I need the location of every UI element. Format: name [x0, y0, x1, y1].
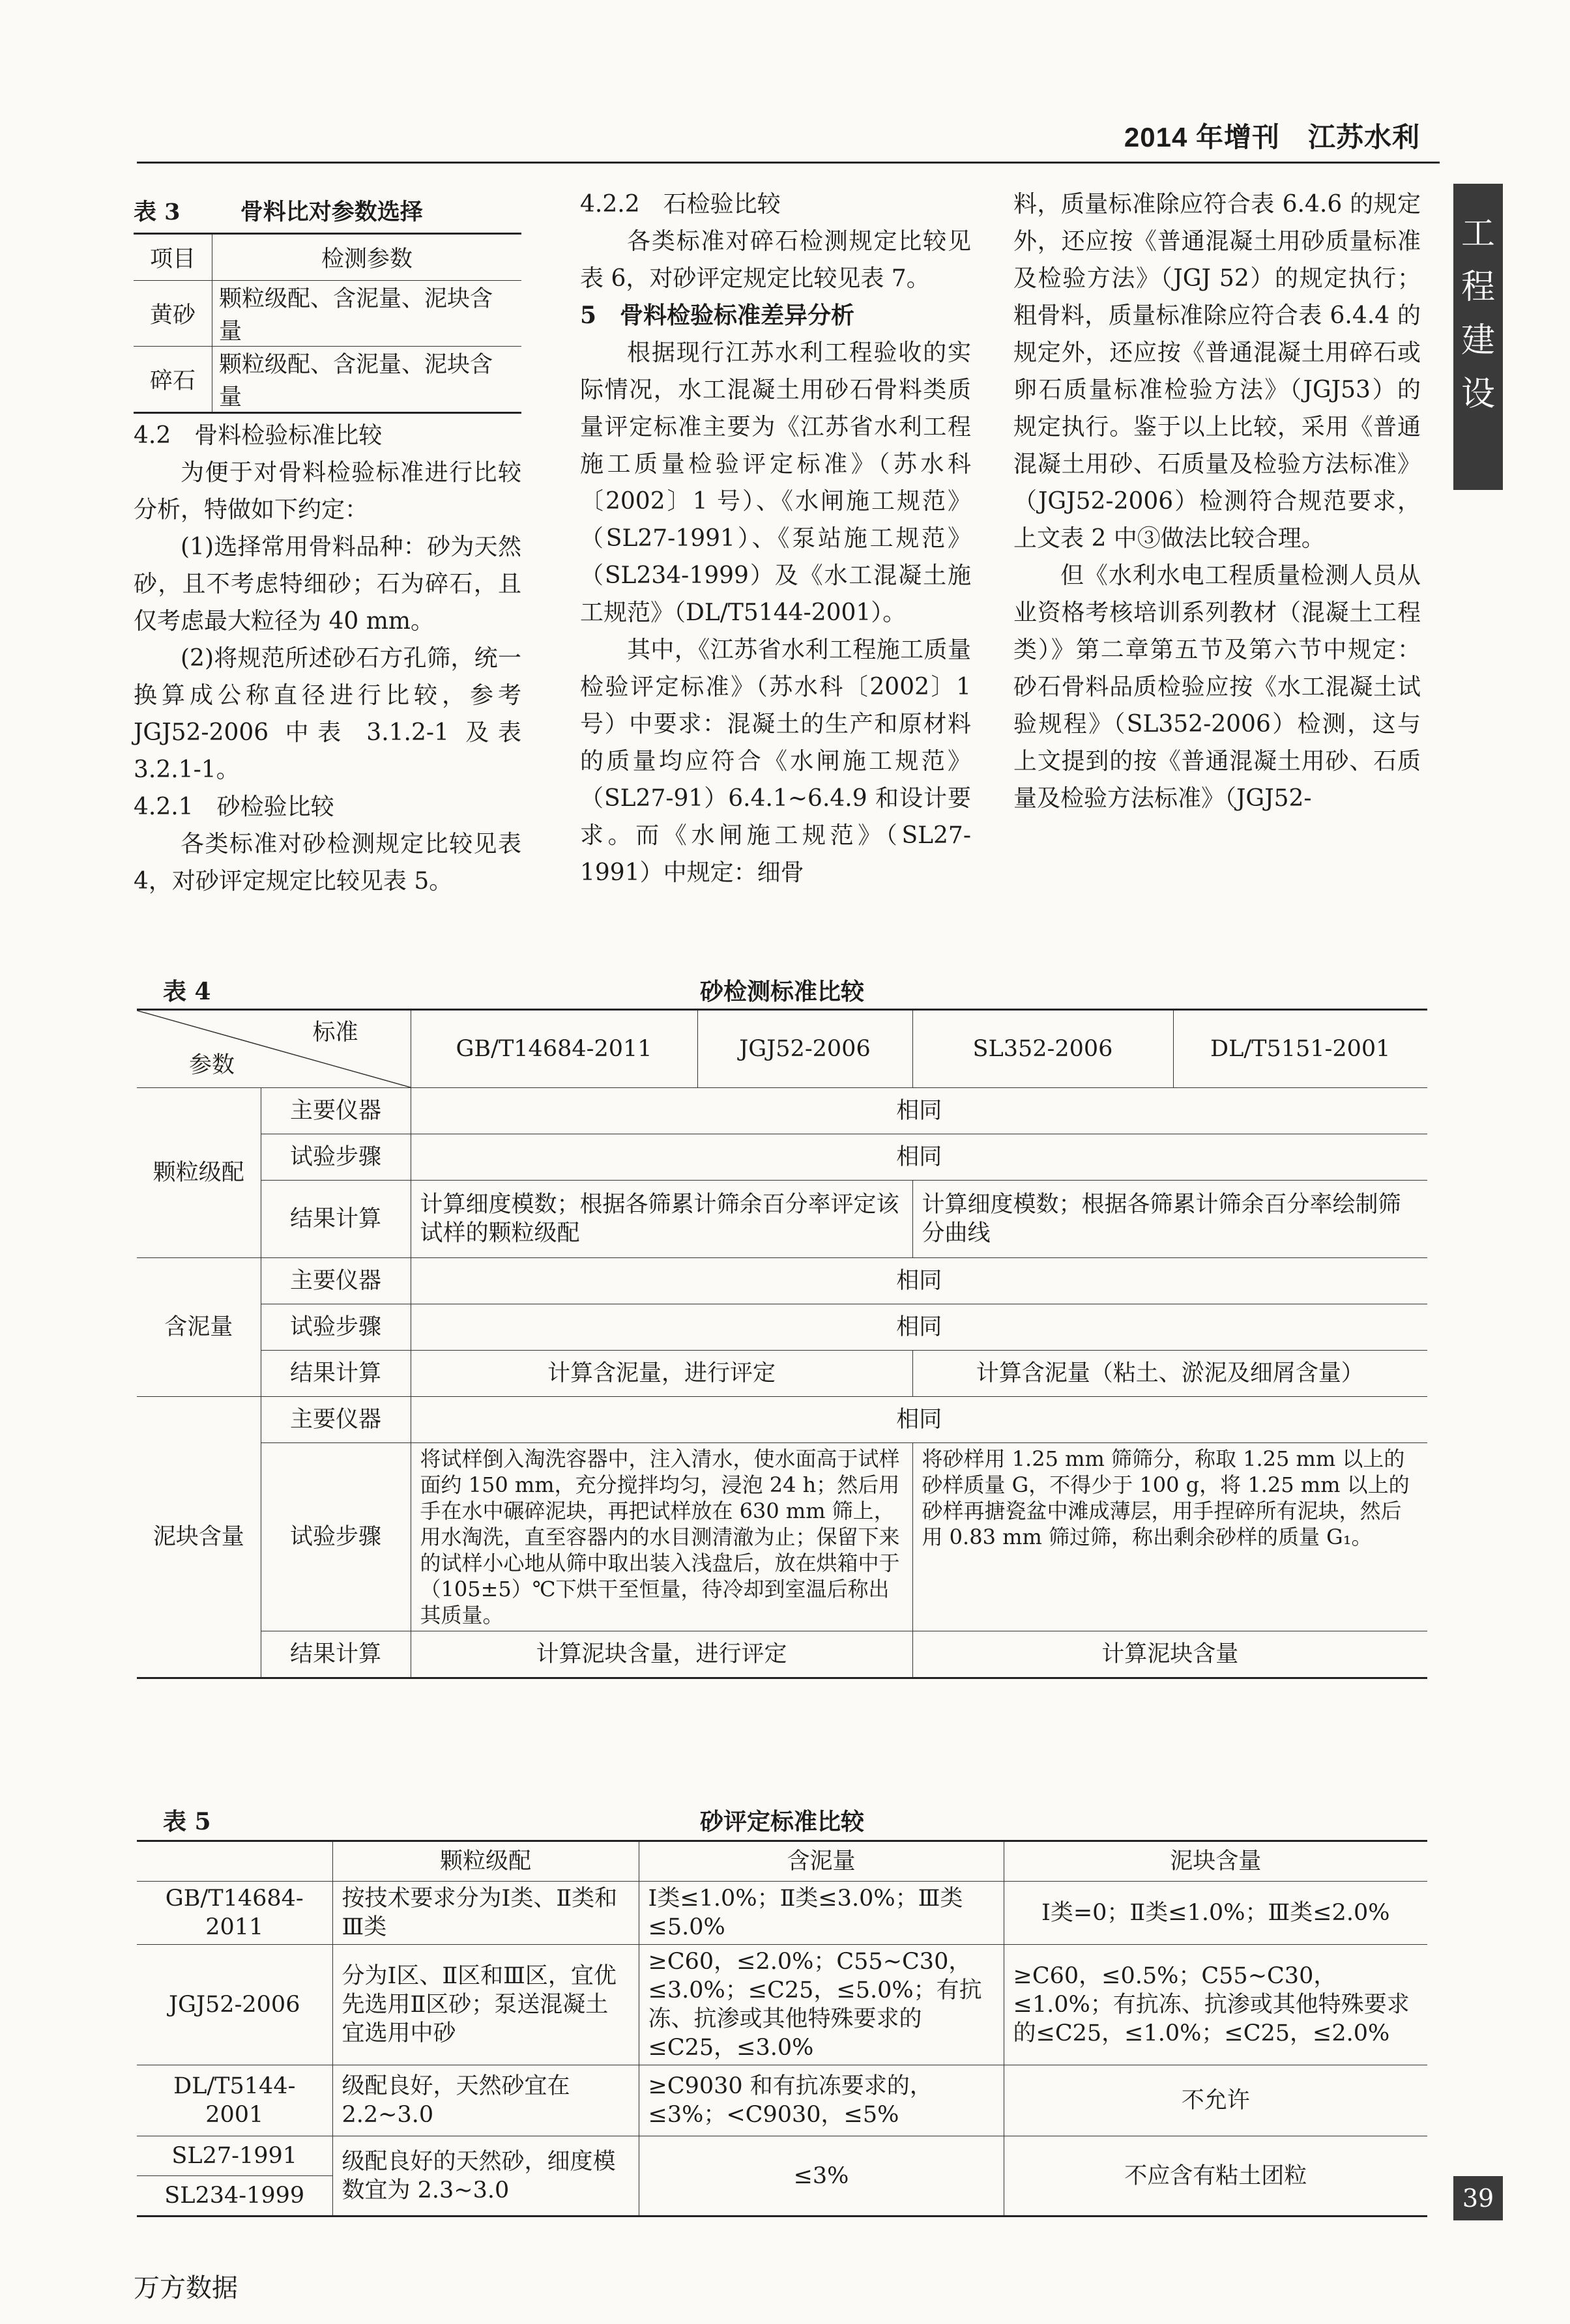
text-column-2: [580, 186, 971, 891]
table-cell: 相同: [411, 1397, 1427, 1443]
header-rule: [137, 162, 1440, 164]
section-heading: 4.2.2 石检验比较: [580, 191, 781, 218]
table-cell: GB/T14684-2011: [137, 1882, 332, 1945]
table-row: [134, 347, 521, 413]
table-header-cell: GB/T14684-2011: [411, 1010, 697, 1088]
table-row: [134, 281, 521, 347]
table-cell: 结果计算: [261, 1631, 411, 1678]
table-header-cell: DL/T5151-2001: [1173, 1010, 1427, 1088]
table-cell: 相同: [411, 1258, 1427, 1304]
table-row: [137, 1397, 1427, 1443]
paragraph: 各类标准对砂检测规定比较见表 4，对砂评定规定比较见表 5。: [134, 831, 521, 895]
table-cell: 颗粒级配、含泥量、泥块含量: [212, 347, 522, 413]
group-label: 泥块含量: [137, 1397, 261, 1678]
table-header-cell: 项目: [134, 234, 212, 281]
table-header-row: [137, 1010, 1427, 1088]
table-cell: 计算含泥量，进行评定: [411, 1351, 912, 1397]
table-4-label: 表 4: [163, 978, 211, 1005]
table-row: [137, 2065, 1427, 2136]
group-label: 含泥量: [137, 1258, 261, 1397]
table-row: [137, 1181, 1427, 1258]
table-header-cell: 含泥量: [639, 1841, 1004, 1882]
table-cell: 分为Ⅰ区、Ⅱ区和Ⅲ区，宜优先选用Ⅱ区砂；泵送混凝土宜选用中砂: [332, 1945, 639, 2065]
diagonal-line: [137, 1011, 411, 1087]
table-4-title: 砂检测标准比较: [699, 978, 864, 1005]
table-cell: ≥C60，≤2.0%；C55~C30，≤3.0%；≤C25，≤5.0%；有抗冻、抗渗或其他特殊要求的≤C25，≤3.0%: [639, 1945, 1004, 2065]
paragraph: 其中，《江苏省水利工程施工质量检验评定标准》（苏水科〔2002〕1号）中要求：混凝土的生产和原材料的质量均应符合《水闸施工规范》（SL27-91）6.4.1~6.4.9 和设计要求。而《水闸施工规范》（SL27-1991）中规定：细骨: [580, 637, 971, 886]
table-header-cell: JGJ52-2006: [697, 1010, 912, 1088]
table-row: [137, 1351, 1427, 1397]
table-cell: 计算泥块含量: [912, 1631, 1427, 1678]
section-tab-char: 设: [1461, 375, 1495, 414]
table-cell: SL27-1991: [137, 2136, 332, 2176]
table-5-label: 表 5: [163, 1808, 211, 1835]
footer-source: 万方数据: [134, 2273, 238, 2303]
table-header-cell: 颗粒级配: [332, 1841, 639, 1882]
section-tab-char: 建: [1461, 321, 1495, 360]
table-header-cell: 检测参数: [212, 234, 522, 281]
paragraph: 但《水利水电工程质量检测人员从业资格考核培训系列教材（混凝土工程类）》第二章第五节及第六节中规定：砂石骨料品质检验应按《水工混凝土试验规程》（SL352-2006）检测，这与上文提到的按《普通混凝土用砂、石质量及检验方法标准》（JGJ52-: [1013, 562, 1421, 812]
table-cell: 将砂样用 1.25 mm 筛筛分，称取 1.25 mm 以上的砂样质量 G，不得少于 100 g，将 1.25 mm 以上的砂样再搪瓷盆中滩成薄层，用手捏碎所有泥块，然后用 0.83 mm 筛过筛，称出剩余砂样的质量 G₁。: [912, 1443, 1427, 1631]
paragraph: (2)将规范所述砂石方孔筛，统一换算成公称直径进行比较，参考 JGJ52-2006 中表 3.1.2-1 及表 3.2.1-1。: [134, 645, 521, 783]
table-header-row: [137, 1841, 1427, 1882]
table-cell: 不允许: [1004, 2065, 1427, 2136]
paragraph: 为便于对骨料检验标准进行比较分析，特做如下约定：: [134, 459, 521, 523]
text-column-3: [1013, 186, 1421, 817]
table-4-caption: [137, 969, 1427, 1009]
table-3-label: 表 3: [134, 199, 181, 225]
table-cell: 将试样倒入淘洗容器中，注入清水，使水面高于试样面约 150 mm，充分搅拌均匀，浸泡 24 h；然后用手在水中碾碎泥块，再把试样放在 630 mm 筛上，用水淘洗，直至容器内的水目测清澈为止；保留下来的试样小心地从筛中取出装入浅盘后，放在烘箱中于（105±5）℃下烘干至恒量，待冷却到室温后称出其质量。: [411, 1443, 912, 1631]
table-header-cell: 泥块含量: [1004, 1841, 1427, 1882]
table-cell: Ⅰ类=0；Ⅱ类≤1.0%；Ⅲ类≤2.0%: [1004, 1882, 1427, 1945]
table-cell: 试验步骤: [261, 1443, 411, 1631]
table-3: [134, 192, 521, 414]
table-cell: 主要仪器: [261, 1397, 411, 1443]
corner-label-standard: 标准: [312, 1020, 358, 1046]
text-column-1: [134, 417, 521, 900]
table-3-title: 骨料比对参数选择: [240, 199, 423, 225]
table-header-cell: SL352-2006: [912, 1010, 1173, 1088]
table-cell: 试验步骤: [261, 1134, 411, 1181]
journal-header: 2014 年增刊 江苏水利: [1124, 122, 1420, 152]
table-cell: 不应含有粘土团粒: [1004, 2136, 1427, 2216]
table-header-cell: [137, 1841, 332, 1882]
table-row: [137, 1258, 1427, 1304]
section-tab-char: 工: [1461, 214, 1495, 253]
table-row: [137, 1631, 1427, 1678]
table-cell: 主要仪器: [261, 1088, 411, 1134]
table-cell: JGJ52-2006: [137, 1945, 332, 2065]
table-cell: ≥C60，≤0.5%；C55~C30，≤1.0%；有抗冻、抗渗或其他特殊要求的≤C25，≤1.0%；≤C25，≤2.0%: [1004, 1945, 1427, 2065]
table-cell: 试验步骤: [261, 1304, 411, 1351]
paragraph: 各类标准对碎石检测规定比较见表 6，对砂评定规定比较见表 7。: [580, 228, 971, 292]
table-cell: 主要仪器: [261, 1258, 411, 1304]
table-row: [137, 1134, 1427, 1181]
table-5-title: 砂评定标准比较: [699, 1808, 864, 1835]
table-cell: 黄砂: [134, 281, 212, 347]
table-cell: 相同: [411, 1088, 1427, 1134]
table-cell: 结果计算: [261, 1351, 411, 1397]
group-label: 颗粒级配: [137, 1088, 261, 1258]
table-row: [137, 1443, 1427, 1631]
table-cell: 结果计算: [261, 1181, 411, 1258]
table-4: [137, 969, 1427, 1679]
table-cell: 相同: [411, 1304, 1427, 1351]
table-cell: DL/T5144-2001: [137, 2065, 332, 2136]
table-cell: Ⅰ类≤1.0%；Ⅱ类≤3.0%；Ⅲ类≤5.0%: [639, 1882, 1004, 1945]
corner-label-param: 参数: [189, 1052, 235, 1078]
table-cell: 碎石: [134, 347, 212, 413]
section-heading: 5 骨料检验标准差异分析: [580, 302, 855, 329]
table-cell: SL234-1999: [137, 2176, 332, 2216]
table-cell: 计算细度模数；根据各筛累计筛余百分率绘制筛分曲线: [912, 1181, 1427, 1258]
table-cell: 计算泥块含量，进行评定: [411, 1631, 912, 1678]
table-cell: ≤3%: [639, 2136, 1004, 2216]
diagonal-header-cell: [137, 1010, 411, 1088]
table-row: [137, 1882, 1427, 1945]
table-cell: 级配良好的天然砂，细度模数宜为 2.3~3.0: [332, 2136, 639, 2216]
table-row: [137, 1945, 1427, 2065]
paragraph: 料，质量标准除应符合表 6.4.6 的规定外，还应按《普通混凝土用砂质量标准及检验方法》（JGJ 52）的规定执行；粗骨料，质量标准除应符合表 6.4.4 的规定外，还应按《普通混凝土用碎石或卵石质量标准检验方法》（JGJ53）的规定执行。鉴于以上比较，采用《普通混凝土用砂、石质量及检验方法标准》（JGJ52-2006）检测符合规范要求，上文表 2 中③做法比较合理。: [1013, 191, 1421, 552]
table-row: [137, 1304, 1427, 1351]
table-header-row: [134, 234, 521, 281]
table-5: [137, 1803, 1427, 2217]
table-5-caption: [137, 1803, 1427, 1840]
section-heading: 4.2 骨料检验标准比较: [134, 422, 383, 449]
section-tab-char: 程: [1461, 268, 1495, 307]
table-cell: ≥C9030 和有抗冻要求的，≤3%；<C9030，≤5%: [639, 2065, 1004, 2136]
table-cell: 相同: [411, 1134, 1427, 1181]
table-cell: 计算细度模数；根据各筛累计筛余百分率评定该试样的颗粒级配: [411, 1181, 912, 1258]
page-number: 39: [1453, 2176, 1503, 2220]
table-row: [137, 2136, 1427, 2176]
paragraph: 根据现行江苏水利工程验收的实际情况，水工混凝土用砂石骨料类质量评定标准主要为《江苏省水利工程施工质量检验评定标准》（苏水科〔2002〕1 号）、《水闸施工规范》（SL27-1991）、《泵站施工规范》（SL234-1999）及《水工混凝土施工规范》（DL/T5144-2001）。: [580, 339, 971, 626]
table-row: [137, 1088, 1427, 1134]
table-cell: 颗粒级配、含泥量、泥块含量: [212, 281, 522, 347]
section-heading: 4.2.1 砂检验比较: [134, 794, 334, 820]
table-cell: 按技术要求分为Ⅰ类、Ⅱ类和Ⅲ类: [332, 1882, 639, 1945]
paragraph: (1)选择常用骨料品种：砂为天然砂，且不考虑特细砂；石为碎石，且仅考虑最大粒径为 40 mm。: [134, 534, 521, 635]
table-cell: 级配良好，天然砂宜在 2.2~3.0: [332, 2065, 639, 2136]
section-tab: [1453, 184, 1503, 490]
table-cell: 计算含泥量（粘土、淤泥及细屑含量）: [912, 1351, 1427, 1397]
table-3-caption: [134, 192, 521, 233]
